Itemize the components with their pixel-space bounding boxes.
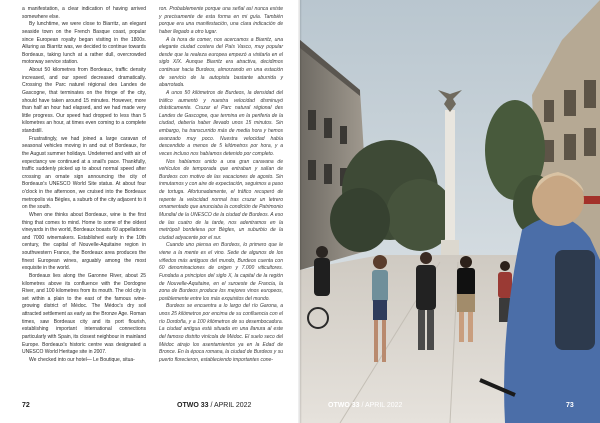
running-footer-left — [177, 402, 251, 409]
page-number-right: 73 — [566, 402, 574, 409]
paragraph: Burdeos se encuentra a lo largo del río Garona, a unos 25 kilómetros por encima de su confluencia con el río Dordoña, y a 100 kilómetros de su desembocadura. La ciudad antigua está situada en una llanura al este del famoso distrito vinícola de Médoc. El suelo seco del Médoc atrajo los asentamientos ya en la Edad de Bronce. En la época romana, la ciudad de Burdeos y su puerto florecieron, estableciendo importantes cone- — [159, 303, 283, 363]
page-number-left: 72 — [22, 402, 30, 409]
english-text-column — [22, 6, 146, 364]
paragraph: ron. Probablemente porque una señal así nunca existe y precisamente de esta forma en mi guía. También porque era una manifestación, una clara indicación de haber llegado a otro lugar. — [159, 6, 283, 35]
running-footer-right — [328, 402, 402, 409]
paragraph: A la hora de comer, nos acercamos a Biarritz, una elegante ciudad costera del País Vasco, muy popular desde que la realeza europea empezó a visitarla en el siglo XIX. Aunque Biarritz era atractiva, decidimos continuar hacia Burdeos, almorzando en una estación de servicio de la autopista bastante aburrida y abarrotada. — [159, 36, 283, 89]
issue-date: / APRIL 2022 — [208, 402, 252, 409]
right-page-photo — [300, 0, 600, 423]
spanish-text-column — [159, 6, 283, 364]
page-gutter — [298, 0, 302, 423]
paragraph: About 50 kilometres from Bordeaux, traffic density increased, and our speed decreased dramatically. Crossing the Parc naturel régional des Landes de Gascogne, that terminates on the fringe of the city, should have taken around 15 minutes. However, more than half an hour had elapsed, and we had made very little progress. Our speed had dropped to less than 5 kilometres an hour, at times even coming to a complete standstill. — [22, 67, 146, 134]
paragraph: A unos 50 kilómetros de Burdeos, la densidad del tráfico aumentó y nuestra velocidad disminuyó drásticamente. Cruzar el Parc natural régional des Landes de Gascogne, que termina en la periferia de la ciudad, debería haber llevado unos 15 minutos. Sin embargo, ha transcurrido más de media hora y hemos avanzado muy poco. Nuestra velocidad había descendido a menos de 5 kilómetros por hora, y a veces incluso nos habíamos detenido por completo. — [159, 89, 283, 157]
paragraph: When one thinks about Bordeaux, wine is the first thing that comes to mind. Home to some of the oldest vineyards in the world, Bordeaux boasts 60 appellations and 7000 winemakers. Established early in the 10th century, the capital of Nouvelle-Aquitaine region in southwestern France, the Bordeaux area produces the finest European wines, arguably among the most exquisite in the world. — [22, 211, 146, 272]
paragraph: Cuando uno piensa en Burdeos, lo primero que le viene a la mente es el vino. Sede de algunos de los viñedos más antiguos del mundo, Burdeos cuenta con 60 denominaciones de origen y 7.000 viticultores. Fundada a principios del siglo X, la capital de la región de Nouvelle-Aquitaine, en el suroeste de Francia, la zona de Burdeos produce los mejores vinos europeos, posiblemente entre los más exquisitos del mundo. — [159, 242, 283, 302]
paragraph: Frustratingly, we had joined a large caravan of seasonal vehicles moving in and out of Bordeaux, for the August summer holidays. Undeterred and with air of expectancy we continued at a snail's pace. Thankfully, traffic suddenly picked up to about normal speed after crossing an ornate sign announcing the city of Bordeaux's UNESCO World Site status. At about four o'clock in the afternoon, we cruised into the Bordeaux metropolis via Bègles, a suburb of the city adjacent to it on the south. — [22, 135, 146, 211]
paragraph: a manifestation, a clear indication of having arrived somewhere else. — [22, 6, 146, 20]
paragraph: Nos habíamos unido a una gran caravana de vehículos de temporada que entraban y salían de Burdeos con motivo de las vacaciones de agosto. Sin inmutarnos y con aire de expectación, seguimos a paso de tortuga. Afortunadamente, el tráfico recuperó de repente la velocidad normal tras cruzar un letrero ornamentado que anunciaba la condición de Patrimonio Mundial de la UNESCO de la ciudad de Burdeos. A eso de las cuatro de la tarde, nos adentramos en la metrópoli bordelesa por Bègles, un suburbio de la ciudad adyacente por el sur. — [159, 158, 283, 241]
paragraph: We checked into our hotel— Le Boutique, situa- — [29, 356, 135, 363]
backpack — [555, 250, 595, 350]
issue-date: / APRIL 2022 — [359, 402, 403, 409]
paragraph: By lunchtime, we were close to Biarritz, an elegant seaside town on the French Basque coast, popular since European royalty began visiting in the 1800s. Alluring as Biarritz was, we decided to continue towards Bordeaux, taking lunch at a rather dull, overcrowded motorway service station. — [22, 21, 146, 66]
street-scene-photo — [300, 0, 600, 423]
magazine-name: OTWO 33 — [328, 402, 360, 409]
magazine-name: OTWO 33 — [177, 402, 209, 409]
paragraph: Bordeaux lies along the Garonne River, about 25 kilometres above its confluence with the Dordogne River, and 100 kilometres from its mouth. The old city is set within a plain to the east of the famous wine-growing district of Médoc. The Médoc's dry soil attracted settlement as early as the Bronze Age. Roman times, saw Bordeaux city and its port flourish, establishing important international connections particularly with Spain, its closest neighbour in mainland Europe. Bordeaux's historic centre was designated a UNESCO World Heritage site in 2007. — [22, 272, 146, 356]
